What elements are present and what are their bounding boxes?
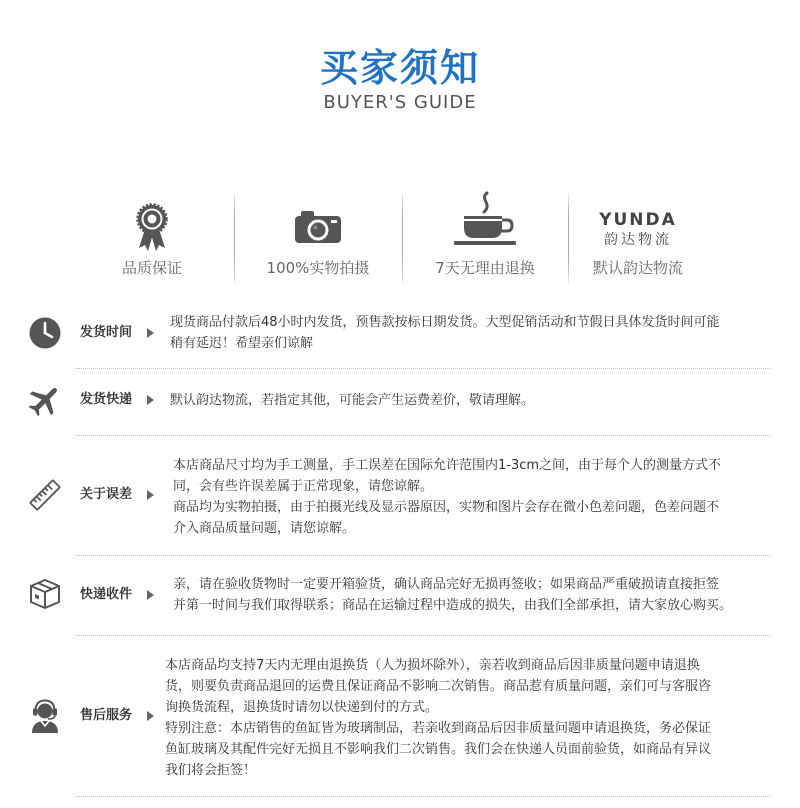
section-divider: [75, 635, 770, 636]
feature-quality: [77, 190, 227, 285]
arrow-right-icon: [147, 395, 154, 405]
feature-label: 7天无理由退换: [435, 259, 535, 277]
arrow-right-icon: [147, 711, 154, 721]
section-text-measurement-error: [173, 455, 721, 539]
yunda-logo-subtext: 韵达物流: [604, 232, 672, 248]
airplane-icon: [27, 382, 63, 418]
text-line: 鱼缸玻璃及其配件完好无损且不影响我们二次销售。我们会在快递人员面前验货，如商品有异议: [165, 742, 712, 757]
page-subtitle: BUYER'S GUIDE: [323, 92, 477, 113]
section-text-shipping-time: [170, 312, 720, 354]
text-line: 默认韵达物流，若指定其他，可能会产生运费差价，敬请理解。: [170, 393, 535, 408]
feature-label: 品质保证: [121, 259, 182, 277]
award-ribbon-icon: [132, 203, 172, 255]
clock-icon: [27, 315, 63, 351]
section-text-receiving: [173, 574, 732, 616]
customer-service-icon: [27, 698, 63, 734]
section-label-after-sales: 售后服务: [80, 708, 133, 723]
text-line: 本店商品均支持7天内无理由退换货（人为损坏除外），亲若收到商品后因非质量问题申请退换: [165, 658, 700, 673]
page-title: 买家须知: [319, 46, 480, 90]
feature-label: 100%实物拍摄: [266, 259, 370, 277]
arrow-right-icon: [147, 328, 154, 338]
text-line: 我们将会拒签！: [165, 763, 257, 778]
package-box-icon: [27, 576, 63, 612]
feature-7-day-return: [410, 190, 560, 285]
feature-divider: [234, 193, 235, 283]
text-line: 现货商品付款后48小时内发货，预售款按标日期发货。大型促销活动和节假日具体发货时间可能: [170, 315, 720, 330]
arrow-right-icon: [147, 490, 154, 500]
text-line: 本店商品尺寸均为手工测量，手工误差在国际允许范围内1-3cm之间，由于每个人的测量方式不: [173, 458, 722, 473]
section-divider: [75, 796, 770, 797]
text-line: 稍有延迟！希望亲们谅解: [170, 336, 314, 351]
text-line: 并第一时间与我们取得联系；商品在运输过程中造成的损失，由我们全部承担，请大家放心购买。: [173, 598, 733, 613]
section-divider: [75, 435, 770, 436]
feature-label: 默认韵达物流: [592, 259, 683, 277]
section-label-courier: 发货快递: [80, 392, 133, 407]
ruler-icon: [27, 477, 63, 513]
text-line: 货，则要负责商品退回的运费且保证商品不影响二次销售。商品惹有质量问题，亲们可与客服咨: [165, 679, 712, 694]
camera-icon: [293, 209, 343, 249]
feature-divider: [402, 193, 403, 283]
text-line: 同，会有些许误差属于正常现象，请您谅解。: [173, 479, 434, 494]
section-divider: [75, 555, 770, 556]
section-text-courier: [170, 390, 534, 411]
coffee-cup-icon: [451, 191, 519, 251]
arrow-right-icon: [147, 590, 154, 600]
section-label-shipping-time: 发货时间: [80, 325, 133, 340]
text-line: 介入商品质量问题，请您谅解。: [173, 521, 356, 536]
feature-yunda-logistics: [563, 190, 713, 285]
section-label-receiving: 快递收件: [80, 587, 133, 602]
section-divider: [75, 368, 770, 369]
text-line: 商品均为实物拍摄，由于拍摄光线及显示器原因，实物和图片会存在微小色差问题，色差问题不: [173, 500, 720, 515]
text-line: 询换货流程，退换货时请勿以快递到付的方式。: [165, 700, 439, 715]
section-label-measurement-error: 关于误差: [80, 487, 133, 502]
text-line: 特别注意：本店销售的鱼缸皆为玻璃制品，若亲收到商品后因非质量问题申请退换货，务必保证: [165, 721, 712, 736]
yunda-logo-text: YUNDA: [599, 210, 677, 230]
section-text-after-sales: [165, 655, 711, 781]
feature-real-photos: [243, 190, 393, 285]
text-line: 亲，请在验收货物时一定要开箱验货，确认商品完好无损再签收；如果商品严重破损请直接拒签: [173, 577, 720, 592]
